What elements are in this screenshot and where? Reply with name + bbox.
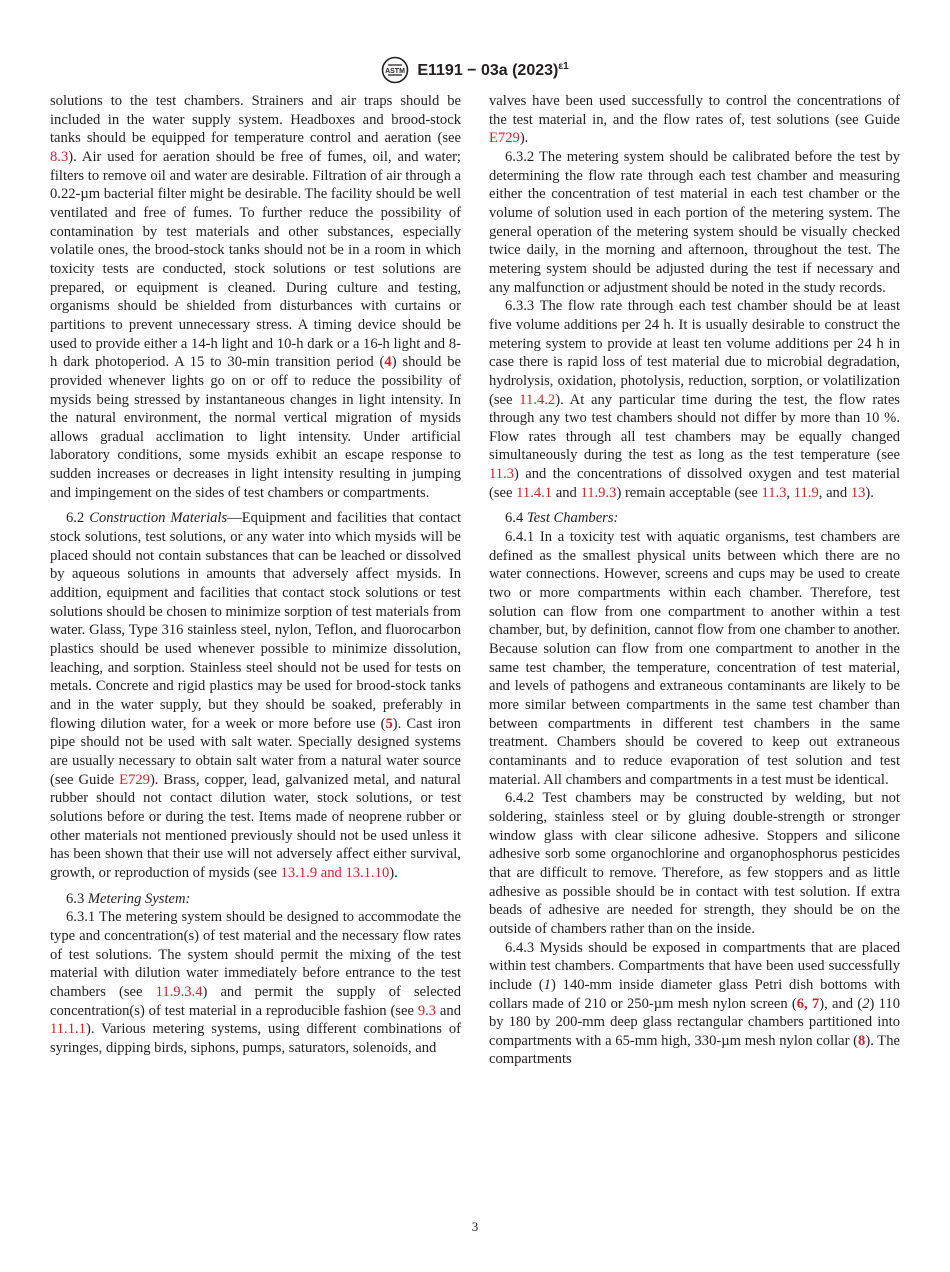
paragraph-6-3-metering-system: 6.3 Metering System: bbox=[66, 890, 191, 907]
reference-link-6-7[interactable]: 6, 7 bbox=[796, 995, 820, 1012]
section-link-8-3[interactable]: 8.3 bbox=[50, 148, 69, 165]
standard-link-e729[interactable]: E729 bbox=[119, 771, 150, 788]
paragraph-6-3-3: 6.3.3 The flow rate through each test chamber should be at least five volume additions per 24 h. It is usually desirable to construct the metering system to provide at least ten volume additions per 24 h in case there is rapid loss of test material due to microbial degradation, hydrolysis, oxidation, photolysis, reduction, sorption, or volatilization (see 11.4.2). At any particular time during the test, the flow rates through any two test chambers should not differ by more than 10 %. Flow rates through all test chambers may be equally changed simultaneously during the test as long as the test temperature (see 11.3) and the concentrations of dissolved oxygen and test material (see 11.4.1 and 11.9.3) remain acceptable (see 11.3, 11.9, and 13). bbox=[489, 298, 900, 501]
left-column bbox=[50, 92, 461, 1057]
paragraph-6-4-2: 6.4.2 Test chambers may be constructed by welding, but not soldering, stainless steel or by gluing double-strength or stronger window glass with clear silicone adhesive. Stoppers and silicone adhesive sorb some organochlorine and organophosphorus pesticides that are difficult to remove. Therefore, as few stoppers and as little adhesive as possible should be in contact with test solution. If extra beads of adhesive are needed for strength, they should be on the outside of chambers rather than on the inside. bbox=[489, 790, 900, 937]
astm-logo-text: ASTM bbox=[385, 68, 406, 75]
section-link-9-3[interactable]: 9.3 bbox=[417, 1002, 437, 1019]
designation-superscript: ε1 bbox=[558, 60, 569, 72]
section-link-11-1-1[interactable]: 11.1.1 bbox=[50, 1021, 86, 1038]
page-header bbox=[0, 53, 950, 87]
section-link-11-4-1[interactable]: 11.4.1 bbox=[516, 484, 553, 501]
reference-link-4[interactable]: 4 bbox=[384, 354, 392, 371]
section-link-13-1-9-13-1-10[interactable]: 13.1.9 and 13.1.10 bbox=[280, 864, 390, 881]
section-heading-test-chambers: Test Chambers: bbox=[526, 510, 619, 527]
astm-logo bbox=[381, 56, 409, 84]
paragraph-6-3-2: 6.3.2 The metering system should be calibrated before the test by determining the flow rate through each test chamber and measuring either the concentration of test material in each test chamber or the volume of solution used in each portion of the metering system. The general operation of the metering system should be visually checked twice daily, in the morning and afternoon, throughout the test. The metering system should be adjusted during the test if necessary and any malfunction or adjustment should be noted in the study records. bbox=[489, 148, 900, 296]
paragraph-6-2-construction-materials: 6.2 Construction Materials—Equipment and facilities that contact stock solutions, test solutions, or any water into which mysids will be placed should not contain substances that can be leached or dissolved by aqueous solutions in amounts that adversely affect mysids. In addition, equipment and facilities that contact stock solutions or test solutions should be chosen to minimize sorption of test materials from water. Glass, Type 316 stainless steel, nylon, Teflon, and fluorocarbon plastics should be used whenever possible to minimize dissolution, leaching, and sorption. Stainless steel should not be used for tests on metals. Concrete and rigid plastics may be used for brood-stock tanks and in the water supply, but they should be soaked, preferably in flowing dilution water, for a week or more before use (5). Cast iron pipe should not be used with salt water. Specially designed systems are usually necessary to obtain salt water from a natural water source (see Guide E729). Brass, copper, lead, galvanized metal, and natural rubber should not contact dilution water, stock solutions, or test solutions before or during the test. Items made of neoprene rubber or other materials not mentioned previously should not be used unless it has been shown that their use will not adversely affect either survival, growth, or reproduction of mysids (see 13.1.9 and 13.1.10). bbox=[50, 510, 461, 881]
paragraph-facility-continued: solutions to the test chambers. Strainers and air traps should be included in the water supply system. Headboxes and brood-stock tanks should be equipped for temperature control and aeration (see 8.3). Air used for aeration should be free of fumes, oil, and water; filters to remove oil and water are desirable. Filtration of air through a 0.22-µm bacterial filter might be desirable. The facility should be well ventilated and free of fumes. To further reduce the possibility of contamination by test materials and other substances, especially volatile ones, the brood-stock tanks should not be in a room in which toxicity tests are conducted, stock solutions or test solutions are prepared, or equipment is cleaned. During culture and testing, organisms should be shielded from disturbances with curtains or partitions to prevent unnecessary stress. A timing device should be used to provide either a 14-h light and 10-h dark or a 16-h light and 8-h dark photoperiod. A 15 to 30-min transition period (4) should be provided whenever lights go on or off to reduce the possibility of mysids being stressed by instantaneous changes in light intensity. In the natural environment, the normal vertical migration of mysids allows gradual acclimation to light intensity. Under artificial laboratory conditions, some mysids exhibit an escape response to sudden increases or decreases in light intensity resulting in jumping and impingement on the sides of test chambers or compartments. bbox=[50, 93, 461, 501]
paragraph-6-4-test-chambers: 6.4 Test Chambers: bbox=[505, 510, 619, 527]
page-number: 3 bbox=[471, 1219, 479, 1234]
section-link-13[interactable]: 13 bbox=[850, 484, 866, 501]
section-link-11-3[interactable]: 11.3 bbox=[761, 484, 787, 501]
reference-link-5[interactable]: 5 bbox=[385, 715, 393, 732]
paragraph-6-3-1: 6.3.1 The metering system should be designed to accommodate the type and concentration(s) of test material and the necessary flow rates of test solutions. The system should permit the mixing of the test material with dilution water immediately before entrance to the test chambers (see 11.9.3.4) and permit the supply of selected concentration(s) of test material in a reproducible fashion (see 9.3 and 11.1.1). Various metering systems, using different combinations of syringes, dipping birds, siphons, pumps, saturators, solenoids, and bbox=[50, 909, 461, 1056]
section-link-11-9[interactable]: 11.9 bbox=[793, 484, 819, 501]
document-designation: E1191 − 03a $(2023)^{\varepsilon 1}$ bbox=[417, 60, 569, 79]
paragraph-6-4-1: 6.4.1 In a toxicity test with aquatic organisms, test chambers are defined as the smallest physical units between which there are no water connections. However, screens and cups may be used to create two or more compartments within each chamber. Therefore, test solution can flow from one compartment to another within a test chamber, but, by definition, cannot flow from one chamber to another. Because solution can flow from one compartment to another in the same test chamber, the temperature, concentration of test material, and levels of pathogens and extraneous contaminants are likely to be more similar between compartments in the same test chamber than between compartments in different test chambers in the same treatment. Chambers should be covered to keep out extraneous contaminants and to reduce evaporation of test solution and test material. All chambers and compartments in a test must be identical. bbox=[489, 529, 900, 788]
section-heading-metering-system: Metering System: bbox=[87, 890, 191, 907]
section-link-11-4-2[interactable]: 11.4.2 bbox=[519, 391, 556, 408]
standard-link-e729[interactable]: E729 bbox=[489, 130, 520, 147]
paragraph-metering-continued: valves have been used successfully to control the concentrations of the test material in, and the flow rates of, test solutions (see Guide E729). bbox=[489, 93, 900, 147]
reference-link-8[interactable]: 8 bbox=[858, 1032, 866, 1049]
section-link-11-9-3[interactable]: 11.9.3 bbox=[580, 484, 617, 501]
right-column bbox=[489, 92, 900, 1069]
section-link-11-9-3-4[interactable]: 11.9.3.4 bbox=[155, 983, 203, 1000]
section-link-11-3[interactable]: 11.3 bbox=[489, 466, 514, 483]
paragraph-6-4-3: 6.4.3 Mysids should be exposed in compartments that are placed within test chambers. Compartments that have been used successfully include (1) 140-mm inside diameter glass Petri dish bottoms with collars made of 210 or 250-µm mesh nylon screen (6, 7), and (2) 110 by 180 by 200-mm deep glass rectangular chambers partitioned into compartments with a 65-mm high, 330-µm mesh nylon collar (8). The compartments bbox=[489, 939, 901, 1068]
section-heading-construction-materials: Construction Materials bbox=[89, 510, 228, 527]
